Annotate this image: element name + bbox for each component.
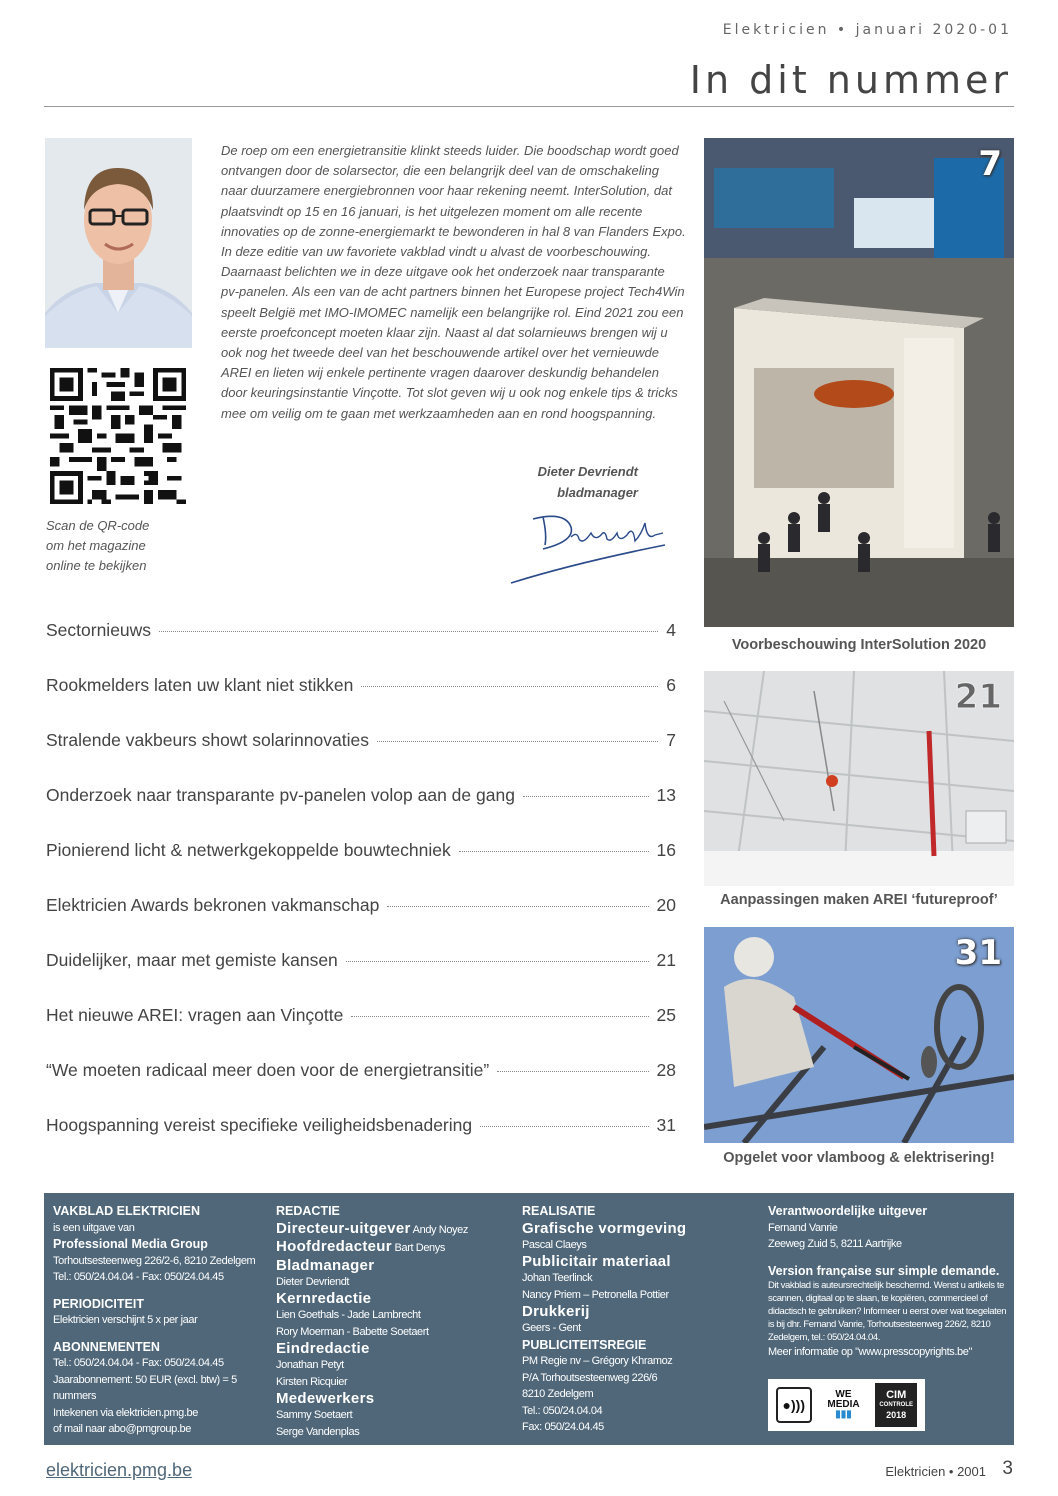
photo-page-number: 31: [954, 933, 1002, 973]
toc-item[interactable]: [46, 1005, 676, 1060]
toc-leader: [459, 851, 649, 852]
colophon-text: Tel.: 050/24.04.04: [522, 1404, 603, 1417]
toc-title: Pionierend licht & netwerkgekoppelde bouwtechniek: [46, 840, 451, 860]
photo-caption: Aanpassingen maken AREI ‘futureproof’: [720, 892, 998, 908]
colophon-role: Grafische vormgeving: [522, 1219, 687, 1237]
toc-item[interactable]: [46, 840, 676, 895]
toc-item[interactable]: [46, 785, 676, 840]
qr-caption: Scan de QR-code om het magazine online te bekijken: [46, 518, 150, 573]
colophon-person: Pascal Claeys: [522, 1238, 587, 1251]
editorial-text: De roep om een energietransitie klinkt steeds luider. Die boodschap wordt goed ontvangen door de solarsector, die een belangrijk deel van de omschakeling naar duurzamere energiebronnen voor haar rekening neemt. InterSolution, dat plaatsvindt op 15 en 16 januari, is het uitgelezen moment om alle recente innovaties op de zonne-energiemarkt te bewonderen in hal 8 van Flanders Expo. In deze editie van uw favoriete vakblad vindt u alvast de voorbeschouwing. Daarnaast belichten we in deze uitgave ook het onderzoek naar transparante pv-panelen. Als een van de acht partners binnen het Europese project Tech4Win speelt België met IMO-IMOMEC namelijk een belangrijke rol. Eind 2021 zou een eerste proefconcept moeten klaar zijn. Naast al dat solarnieuws brengen wij u ook nog het tweede deel van het beschouwende artikel over het vernieuwde AREI en lieten wij enkele pertinente vragen daarover deskundig behandelen door keuringsinstantie Vinçotte. Tot slot geven wij u ook nog enkele tips & tricks mee om veilig om te gaan met werkzaamheden aan en rond hoogspanning.: [221, 143, 686, 421]
partner-logos: [768, 1379, 925, 1431]
colophon-person: Sammy Soetaert: [276, 1409, 353, 1421]
toc-title: Rookmelders laten uw klant niet stikken: [46, 675, 354, 695]
toc-title: Het nieuwe AREI: vragen aan Vinçotte: [46, 1005, 344, 1025]
editor-portrait: [45, 138, 192, 348]
colophon-person: Dieter Devriendt: [276, 1275, 350, 1288]
toc-page: 31: [656, 1115, 676, 1135]
toc-leader: [387, 906, 648, 907]
toc-leader: [346, 961, 649, 962]
colophon-col-uitgever: [768, 1203, 1012, 1361]
photo-trade-fair: [704, 138, 1014, 627]
colophon-heading: PERIODICITEIT: [53, 1296, 144, 1311]
colophon-role: Directeur-uitgever: [276, 1219, 411, 1237]
title-divider: [44, 106, 1014, 107]
toc-title: Elektricien Awards bekronen vakmanschap: [46, 895, 380, 915]
toc-title: Sectornieuws: [46, 620, 152, 640]
colophon-person: Nancy Priem – Petronella Pottier: [522, 1288, 669, 1301]
issue-line: Elektricien • januari 2020-01: [722, 22, 1012, 38]
photo-ceiling: [704, 671, 1014, 886]
colophon-role: Medewerkers: [276, 1390, 375, 1407]
colophon-person: Kirsten Ricquier: [276, 1375, 348, 1388]
colophon-role: Kernredactie: [276, 1290, 372, 1307]
colophon-role: Hoofdredacteur: [276, 1238, 392, 1255]
colophon: [44, 1193, 1014, 1445]
toc-page: 7: [666, 730, 676, 750]
author-role: bladmanager: [557, 485, 638, 500]
toc-leader: [159, 631, 658, 632]
author-name: Dieter Devriendt: [537, 464, 638, 479]
colophon-text: P/A Torhoutsesteenweg 226/6: [522, 1371, 658, 1384]
page-title: In dit nummer: [689, 58, 1012, 102]
website-link[interactable]: elektricien.pmg.be: [46, 1460, 193, 1480]
colophon-heading: ABONNEMENTEN: [53, 1339, 160, 1354]
toc-page: 21: [656, 950, 676, 970]
colophon-person: Andy Noyez: [412, 1223, 468, 1236]
colophon-col-redactie: [276, 1203, 516, 1440]
toc-title: Hoogspanning vereist specifieke veiligheidsbenadering: [46, 1115, 473, 1135]
colophon-text: Tel.: 050/24.04.04 - Fax: 050/24.04.45: [53, 1271, 224, 1283]
colophon-text: Torhoutsesteenweg 226/2-6, 8210 Zedelgem: [53, 1254, 256, 1267]
colophon-text: Jaarabonnement: 50 EUR (excl. btw) = 5 nummers: [53, 1373, 237, 1402]
page-number: 3: [1002, 1458, 1013, 1479]
colophon-heading: REALISATIE: [522, 1204, 596, 1218]
qr-code: [50, 368, 186, 504]
we-media-logo: WE MEDIA ▮▮▮: [827, 1389, 860, 1420]
cim-logo: CIM CONTROLE 2018: [875, 1383, 917, 1427]
toc-leader: [351, 1016, 648, 1017]
colophon-role: Eindredactie: [276, 1340, 370, 1357]
colophon-person: Geers - Gent: [522, 1322, 581, 1334]
toc-item[interactable]: [46, 950, 676, 1005]
colophon-text: Meer informatie op "www.presscopyrights.be": [768, 1346, 972, 1358]
colophon-heading: Verantwoordelijke uitgever: [768, 1204, 928, 1218]
photo-caption: Voorbeschouwing InterSolution 2020: [731, 637, 987, 653]
toc-page: 13: [656, 785, 676, 805]
colophon-text: 8210 Zedelgem: [522, 1388, 594, 1400]
colophon-person: Jonathan Petyt: [276, 1359, 344, 1371]
colophon-person: Bart Denys: [394, 1242, 445, 1254]
toc-page: 16: [656, 840, 676, 860]
colophon-person: Fernand Vanrie: [768, 1221, 838, 1234]
colophon-person: Serge Vandenplas: [276, 1425, 360, 1438]
toc-leader: [480, 1126, 648, 1127]
toc-page: 20: [656, 895, 676, 915]
colophon-col-realisatie: [522, 1203, 762, 1436]
toc-title: Stralende vakbeurs showt solarinnovaties: [46, 730, 369, 750]
colophon-text: Zeeweg Zuid 5, 8211 Aartrijke: [768, 1238, 902, 1250]
colophon-legal: Dit vakblad is auteursrechtelijk beschermd. Wenst u artikels te scannen, digitaal op te slaan, te kopiëren, commercieel of didactisch te gebruiken? Informeer u eerst over wat toegelaten is bij dhr. Fernand Vanrie, Torhoutsesteenweg 226/2, 8210 Zedelgem, tel.: 050/24.04.04.: [768, 1280, 1007, 1343]
toc-leader: [523, 796, 649, 797]
toc-leader: [497, 1071, 648, 1072]
toc-item[interactable]: [46, 675, 676, 730]
toc-item[interactable]: [46, 895, 676, 950]
toc-title: Onderzoek naar transparante pv-panelen volop aan de gang: [46, 785, 515, 805]
colophon-text: Elektricien verschijnt 5 x per jaar: [53, 1314, 198, 1326]
toc-page: 4: [666, 620, 676, 640]
colophon-role: Bladmanager: [276, 1256, 375, 1274]
footer-magazine: Elektricien • 2001: [885, 1464, 986, 1479]
photo-page-number: 7: [978, 144, 1002, 184]
toc-page: 6: [666, 675, 676, 695]
toc-item[interactable]: [46, 1115, 676, 1170]
colophon-heading: Version française sur simple demande.: [768, 1263, 1000, 1278]
toc-item[interactable]: [46, 1060, 676, 1115]
colophon-person: Johan Teerlinck: [522, 1272, 593, 1284]
photo-high-voltage: [704, 927, 1014, 1143]
presscopyrights-logo: ●))): [776, 1384, 812, 1426]
colophon-heading: VAKBLAD ELEKTRICIEN: [53, 1204, 200, 1218]
colophon-text: Intekenen via elektricien.pmg.be: [53, 1406, 198, 1419]
toc-page: 25: [656, 1005, 676, 1025]
colophon-person: Rory Moerman - Babette Soetaert: [276, 1325, 429, 1338]
toc-title: Duidelijker, maar met gemiste kansen: [46, 950, 338, 970]
toc-leader: [361, 686, 658, 687]
colophon-text: Fax: 050/24.04.45: [522, 1421, 604, 1433]
photo-page-number: 21: [954, 677, 1002, 717]
toc-title: “We moeten radicaal meer doen voor de energietransitie”: [46, 1060, 490, 1080]
colophon-text: is een uitgave van: [53, 1221, 135, 1234]
photo-caption: Opgelet voor vlamboog & elektrisering!: [723, 1150, 995, 1166]
toc-leader: [377, 741, 658, 742]
colophon-role: Publicitair materiaal: [522, 1253, 671, 1270]
toc-item[interactable]: [46, 730, 676, 785]
signature-image: [505, 505, 670, 590]
table-of-contents: [46, 620, 676, 1170]
colophon-role: Drukkerij: [522, 1303, 590, 1320]
colophon-text: PM Regie nv – Grégory Khramoz: [522, 1355, 673, 1367]
colophon-person: Lien Goethals - Jade Lambrecht: [276, 1309, 421, 1321]
colophon-text: of mail naar abo@pmgroup.be: [53, 1423, 191, 1435]
colophon-heading: REDACTIE: [276, 1204, 340, 1218]
toc-page: 28: [656, 1060, 676, 1080]
colophon-heading: PUBLICITEITSREGIE: [522, 1337, 647, 1352]
colophon-text: Tel.: 050/24.04.04 - Fax: 050/24.04.45: [53, 1357, 224, 1369]
colophon-publisher: Professional Media Group: [53, 1237, 208, 1251]
colophon-col-publisher: [53, 1203, 273, 1438]
toc-item[interactable]: [46, 620, 676, 675]
